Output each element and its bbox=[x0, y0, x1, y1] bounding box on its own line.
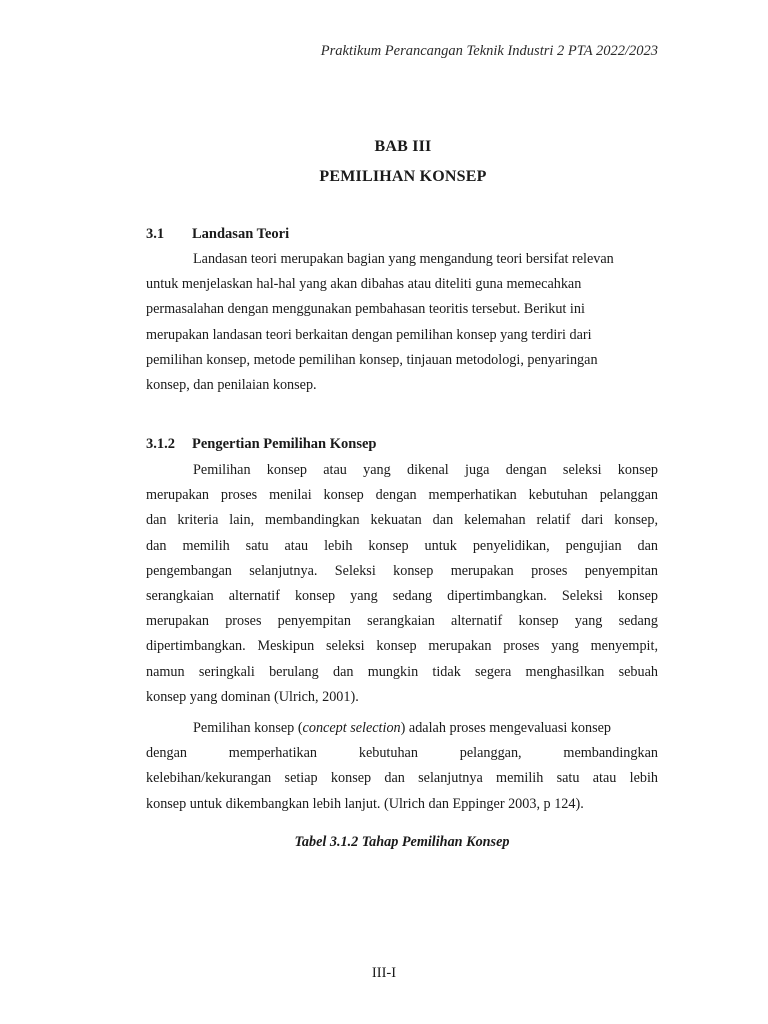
section-heading-3-1-2 bbox=[146, 436, 377, 453]
paragraph-pengertian-1 bbox=[146, 458, 658, 710]
paragraph-line: untuk menjelaskan hal-hal yang akan dibahas atau diteliti guna memecahkan bbox=[146, 276, 582, 293]
section-number: 3.1 bbox=[146, 226, 165, 242]
paragraph-line: Pemilihan konsep atau yang dikenal juga dengan seleksi konsep bbox=[193, 462, 658, 478]
paragraph-landasan-teori bbox=[146, 247, 658, 398]
paragraph-pengertian-2 bbox=[146, 716, 658, 817]
paragraph-line: dan kriteria lain, membandingkan kekuatan dan kelemahan relatif dari konsep, bbox=[146, 512, 658, 529]
section-title: Pengertian Pemilihan Konsep bbox=[192, 436, 377, 452]
paragraph-line: Landasan teori merupakan bagian yang mengandung teori bersifat relevan bbox=[193, 251, 614, 267]
chapter-title: PEMILIHAN KONSEP bbox=[319, 168, 487, 185]
section-heading-3-1 bbox=[146, 226, 290, 243]
page-number: III-I bbox=[371, 965, 397, 981]
paragraph-line: permasalahan dengan menggunakan pembahasan teoritis tersebut. Berikut ini bbox=[146, 301, 585, 318]
paragraph-line: dengan memperhatikan kebutuhan pelanggan, membandingkan bbox=[146, 745, 658, 762]
paragraph-line: merupakan landasan teori berkaitan dengan pemilihan konsep yang terdiri dari bbox=[146, 326, 592, 343]
paragraph-line: konsep, dan penilaian konsep. bbox=[146, 376, 317, 393]
paragraph-line: konsep yang dominan (Ulrich, 2001). bbox=[146, 688, 359, 705]
text-run: ) adalah proses mengevaluasi konsep bbox=[400, 720, 612, 736]
paragraph-line: pengembangan selanjutnya. Seleksi konsep merupakan proses penyempitan bbox=[146, 562, 658, 579]
running-header: Praktikum Perancangan Teknik Industri 2 PTA 2022/2023 bbox=[320, 43, 658, 59]
italic-term: concept selection bbox=[302, 720, 401, 736]
chapter-number: BAB III bbox=[374, 138, 432, 155]
text-run: Pemilihan konsep ( bbox=[193, 720, 303, 736]
section-number: 3.1.2 bbox=[146, 436, 175, 452]
paragraph-line: merupakan proses menilai konsep dengan memperhatikan kebutuhan pelanggan bbox=[146, 487, 658, 504]
paragraph-line: merupakan proses penyempitan serangkaian alternatif konsep yang sedang bbox=[146, 613, 658, 630]
paragraph-line: pemilihan konsep, metode pemilihan konsep, tinjauan metodologi, penyaringan bbox=[146, 351, 598, 368]
paragraph-line bbox=[146, 716, 658, 741]
table-caption: Tabel 3.1.2 Tahap Pemilihan Konsep bbox=[294, 834, 510, 850]
paragraph-line: konsep untuk dikembangkan lebih lanjut. (Ulrich dan Eppinger 2003, p 124). bbox=[146, 795, 584, 812]
paragraph-line: namun seringkali berulang dan mungkin tidak segera menghasilkan sebuah bbox=[146, 663, 658, 680]
paragraph-line: serangkaian alternatif konsep yang sedang dipertimbangkan. Seleksi konsep bbox=[146, 587, 658, 604]
paragraph-line: dan memilih satu atau lebih konsep untuk penyelidikan, pengujian dan bbox=[146, 537, 658, 554]
paragraph-line: kelebihan/kekurangan setiap konsep dan selanjutnya memilih satu atau lebih bbox=[146, 770, 658, 787]
paragraph-line: dipertimbangkan. Meskipun seleksi konsep merupakan proses yang menyempit, bbox=[146, 638, 658, 655]
section-title: Landasan Teori bbox=[192, 226, 290, 242]
